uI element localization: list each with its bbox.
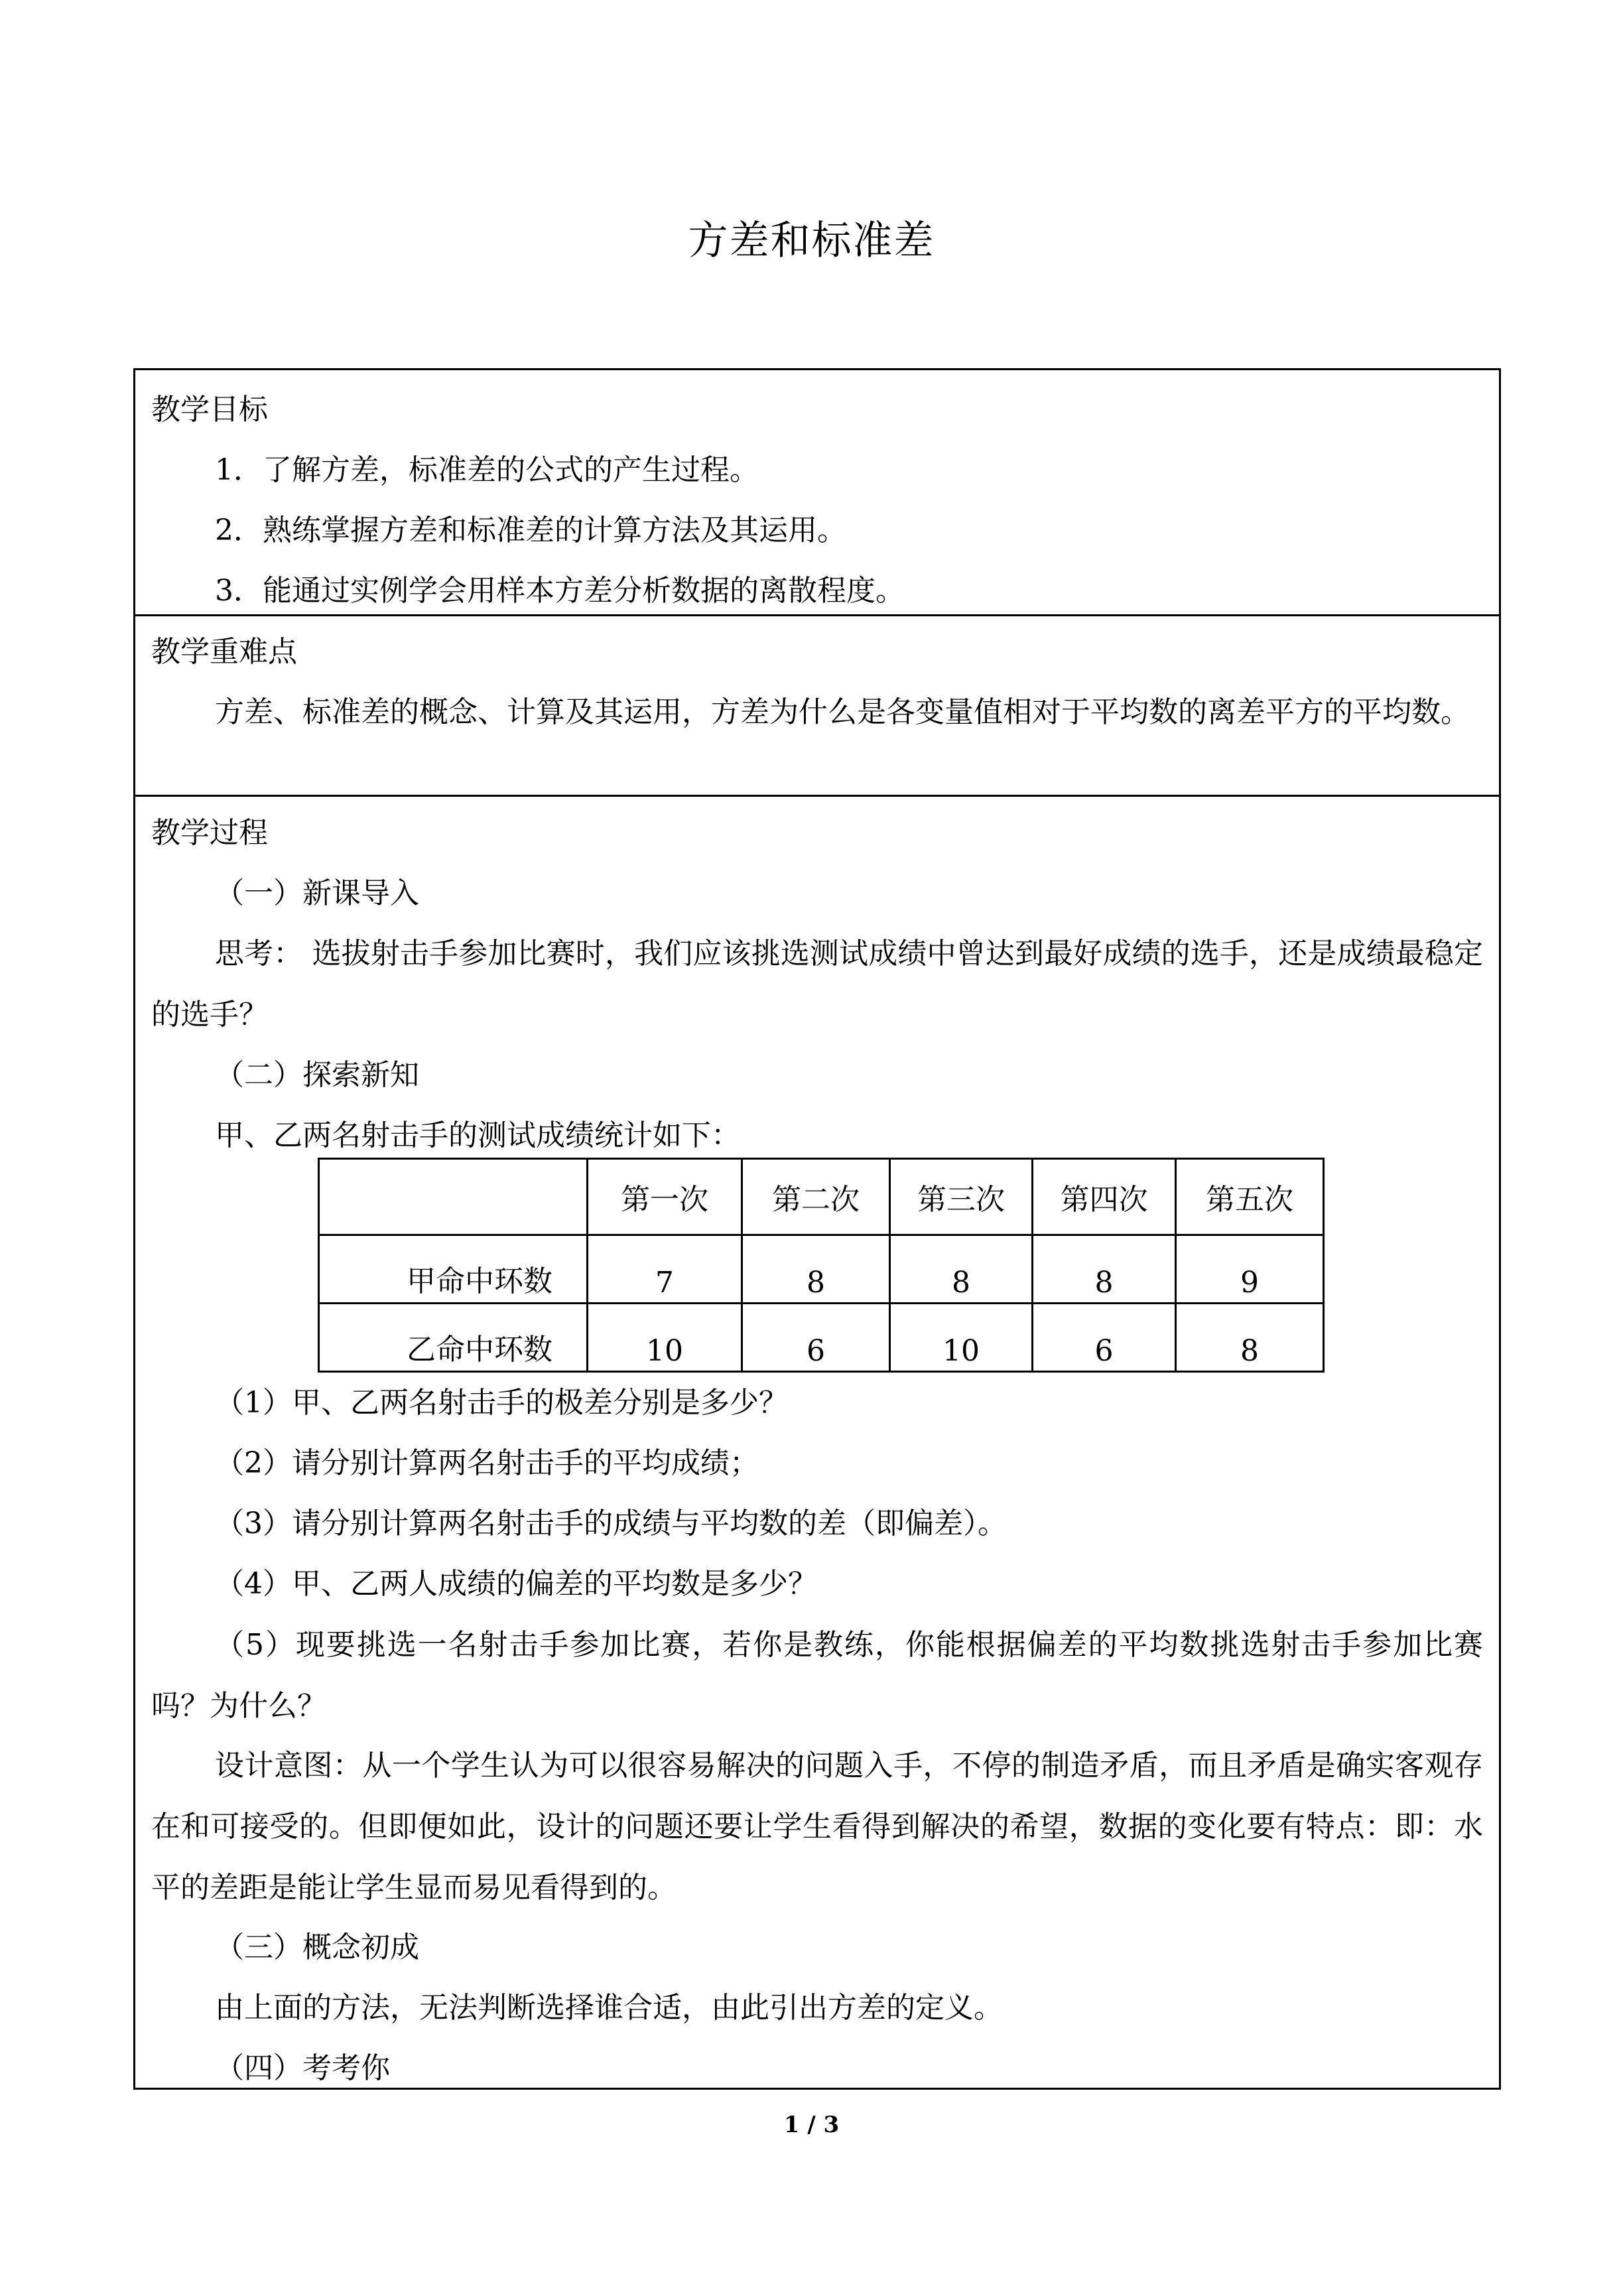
table-cell: 10 (890, 1304, 1033, 1372)
table-cell: 8 (890, 1235, 1033, 1304)
table-cell: 10 (588, 1304, 742, 1372)
objective-item: 1．了解方差，标准差的公式的产生过程。 (215, 453, 759, 487)
table-row (319, 1235, 1324, 1304)
table-header-cell: 第四次 (1033, 1159, 1176, 1235)
table-header-cell: 第五次 (1176, 1159, 1324, 1235)
row-label: 乙命中环数 (319, 1304, 588, 1372)
row-label: 甲命中环数 (319, 1235, 588, 1304)
design-intent-paragraph: 设计意图：从一个学生认为可以很容易解决的问题入手，不停的制造矛盾，而且矛盾是确实客观存在和可接受的。但即便如此，设计的问题还要让学生看得到解决的希望，数据的变化要有特点：即：水平的差距是能让学生显而易见看得到的。 (151, 1749, 1483, 1905)
table-header-cell: 第一次 (588, 1159, 742, 1235)
table-header-row (319, 1159, 1324, 1235)
section-heading: （四）考考你 (215, 2051, 390, 2085)
objective-item: 3．能通过实例学会用样本方差分析数据的离散程度。 (215, 574, 905, 608)
lesson-plan-box (133, 368, 1501, 2090)
table-cell: 8 (1176, 1304, 1324, 1372)
section-heading: （一）新课导入 (215, 876, 419, 910)
table-cell: 7 (588, 1235, 742, 1304)
table-cell: 8 (742, 1235, 890, 1304)
question-item: （3）请分别计算两名射击手的成绩与平均数的差（即偏差）。 (215, 1507, 1007, 1540)
question-item: （1）甲、乙两名射击手的极差分别是多少？ (215, 1386, 788, 1420)
objective-item: 2．熟练掌握方差和标准差的计算方法及其运用。 (215, 513, 846, 547)
think-paragraph: 思考： 选拔射击手参加比赛时，我们应该挑选测试成绩中曾达到最好成绩的选手，还是成绩最稳定的选手？ (151, 937, 1483, 1032)
key-points-text: 方差、标准差的概念、计算及其运用，方差为什么是各变量值相对于平均数的离差平方的平均数。 (215, 695, 1470, 729)
table-cell: 9 (1176, 1235, 1324, 1304)
concept-text: 由上面的方法，无法判断选择谁合适，由此引出方差的定义。 (215, 1991, 1003, 2025)
section-divider (135, 795, 1499, 797)
page-number: 1 / 3 (783, 2112, 840, 2138)
table-corner-cell (319, 1159, 588, 1235)
table-intro: 甲、乙两名射击手的测试成绩统计如下： (215, 1118, 740, 1152)
page-title: 方差和标准差 (688, 218, 935, 264)
section-heading: （三）概念初成 (215, 1930, 419, 1964)
objectives-heading: 教学目标 (151, 393, 268, 427)
question-item: （4）甲、乙两人成绩的偏差的平均数是多少？ (215, 1567, 817, 1601)
key-points-heading: 教学重难点 (151, 635, 297, 669)
question-item: （5）现要挑选一名射击手参加比赛，若你是教练，你能根据偏差的平均数挑选射击手参加比赛吗？为什么？ (151, 1628, 1483, 1723)
table-cell: 6 (1033, 1304, 1176, 1372)
section-heading: （二）探索新知 (215, 1058, 419, 1092)
table-cell: 6 (742, 1304, 890, 1372)
question-item: （2）请分别计算两名射击手的平均成绩； (215, 1446, 759, 1480)
section-divider (135, 614, 1499, 616)
table-cell: 8 (1033, 1235, 1176, 1304)
shooting-score-table (318, 1158, 1325, 1373)
process-heading: 教学过程 (151, 816, 268, 850)
table-header-cell: 第三次 (890, 1159, 1033, 1235)
table-header-cell: 第二次 (742, 1159, 890, 1235)
table-row (319, 1304, 1324, 1372)
